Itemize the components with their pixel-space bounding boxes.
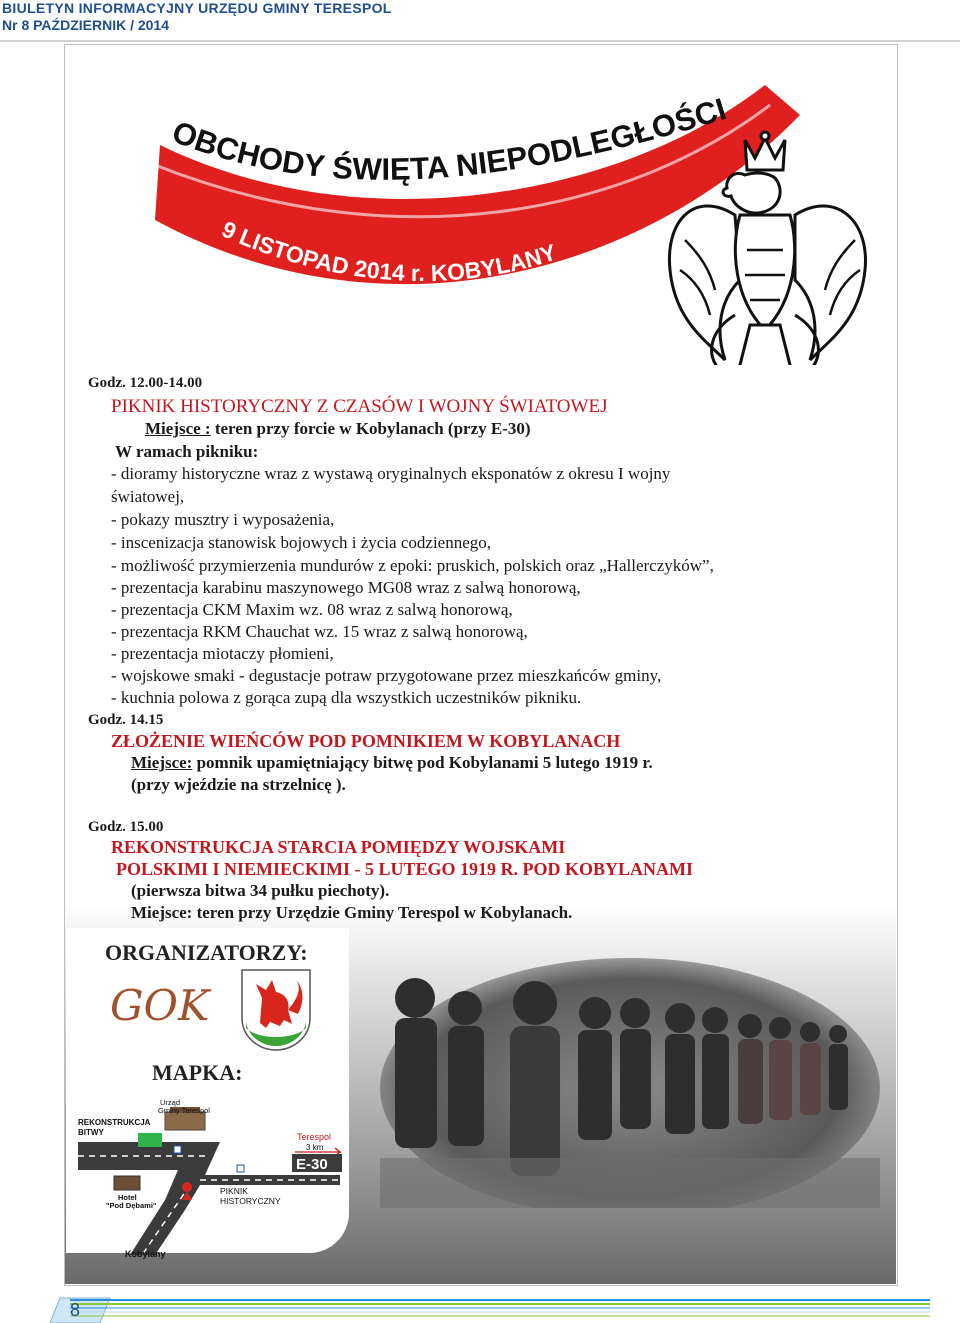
poster-banner [65, 45, 896, 365]
event1-item: - prezentacja RKM Chauchat wz. 15 wraz z salwą honorową, [111, 622, 528, 641]
event3-place: Miejsce: teren przy Urzędzie Gminy Terespol w Kobylanach. [131, 903, 573, 922]
svg-text:BITWY: BITWY [78, 1128, 104, 1137]
svg-text:PIKNIK: PIKNIK [220, 1186, 248, 1196]
event2-place-text: pomnik upamiętniający bitwę pod Kobylanami 5 lutego 1919 r. [192, 753, 653, 772]
event1-place [145, 419, 531, 439]
event3-title-1: REKONSTRUKCJA STARCIA POMIĘDZY WOJSKAMI [111, 837, 566, 857]
event1-item: - kuchnia polowa z gorąca zupą dla wszystkich uczestników pikniku. [111, 688, 582, 707]
header-divider [0, 40, 960, 42]
event1-item: - wojskowe smaki - degustacje potraw przygotowane przez mieszkańców gminy, [111, 666, 662, 685]
event1-item: - pokazy musztry i wyposażenia, [111, 510, 335, 529]
event3-note: (pierwsza bitwa 34 pułku piechoty). [131, 881, 390, 900]
event-map [70, 1090, 348, 1262]
svg-text:E-30: E-30 [296, 1156, 328, 1173]
event2-time: Godz. 14.15 [88, 712, 164, 728]
banner-title: OBCHODY ŚWIĘTA NIEPODLEGŁOŚCI [167, 91, 731, 187]
svg-text:Kobylany: Kobylany [125, 1249, 166, 1259]
event2-place-line2: (przy wjeździe na strzelnicę ). [131, 775, 346, 794]
svg-text:REKONSTRUKCJA: REKONSTRUKCJA [78, 1118, 151, 1127]
event1-item: światowej, [111, 487, 185, 506]
svg-text:"Pod Dębami": "Pod Dębami" [106, 1201, 157, 1210]
svg-text:Hotel: Hotel [118, 1193, 137, 1202]
svg-text:3 km: 3 km [306, 1143, 324, 1152]
coat-of-arms-icon [240, 968, 312, 1052]
event1-time: Godz. 12.00-14.00 [88, 375, 203, 391]
event2-place-label: Miejsce: [131, 753, 193, 772]
event2-place [131, 753, 653, 773]
event1-place-text: teren przy forcie w Kobylanach (przy E-30) [210, 419, 531, 438]
event1-item: - prezentacja CKM Maxim wz. 08 wraz z salwą honorową, [111, 600, 513, 619]
event1-item: - możliwość przymierzenia mundurów z epoki: pruskich, polskich oraz „Hallerczyków”, [111, 556, 714, 575]
map-title: MAPKA: [152, 1060, 243, 1085]
event1-place-label: Miejsce : [145, 419, 211, 438]
bulletin-issue: Nr 8 PAŹDZIERNIK / 2014 [2, 17, 170, 33]
event1-item: - dioramy historyczne wraz z wystawą oryginalnych eksponatów z okresu I wojny [111, 464, 671, 483]
event1-item: - inscenizacja stanowisk bojowych i życia codziennego, [111, 533, 492, 552]
svg-text:HISTORYCZNY: HISTORYCZNY [220, 1196, 281, 1206]
bulletin-title: BIULETYN INFORMACYJNY URZĘDU GMINY TERESPOL [2, 0, 392, 16]
event3-title-2: POLSKIMI I NIEMIECKIMI - 5 LUTEGO 1919 R. POD KOBYLANAMI [116, 859, 694, 879]
svg-text:Gminy Terespol: Gminy Terespol [158, 1106, 210, 1115]
event1-item: - prezentacja karabinu maszynowego MG08 wraz z salwą honorową, [111, 578, 581, 597]
banner-subtitle: 9 LISTOPAD 2014 r. KOBYLANY [218, 215, 560, 287]
soldiers-photo [380, 958, 880, 1208]
event1-intro: W ramach pikniku: [115, 442, 259, 461]
gok-logo [110, 982, 215, 1027]
event2-title: ZŁOŻENIE WIEŃCÓW POD POMNIKIEM W KOBYLANACH [111, 731, 621, 751]
svg-text:Terespol: Terespol [297, 1132, 332, 1142]
event1-title: PIKNIK HISTORYCZNY Z CZASÓW I WOJNY ŚWIATOWEJ [111, 396, 608, 417]
event1-item: - prezentacja miotaczy płomieni, [111, 644, 334, 663]
page-number: 8 [70, 1300, 81, 1320]
page-header [0, 0, 960, 40]
page-footer [0, 1290, 960, 1323]
organizers-title: ORGANIZATORZY: [105, 940, 308, 965]
event3-time: Godz. 15.00 [88, 819, 164, 835]
svg-text:Urząd: Urząd [160, 1098, 181, 1107]
svg-text:GOK: GOK [110, 982, 210, 1027]
